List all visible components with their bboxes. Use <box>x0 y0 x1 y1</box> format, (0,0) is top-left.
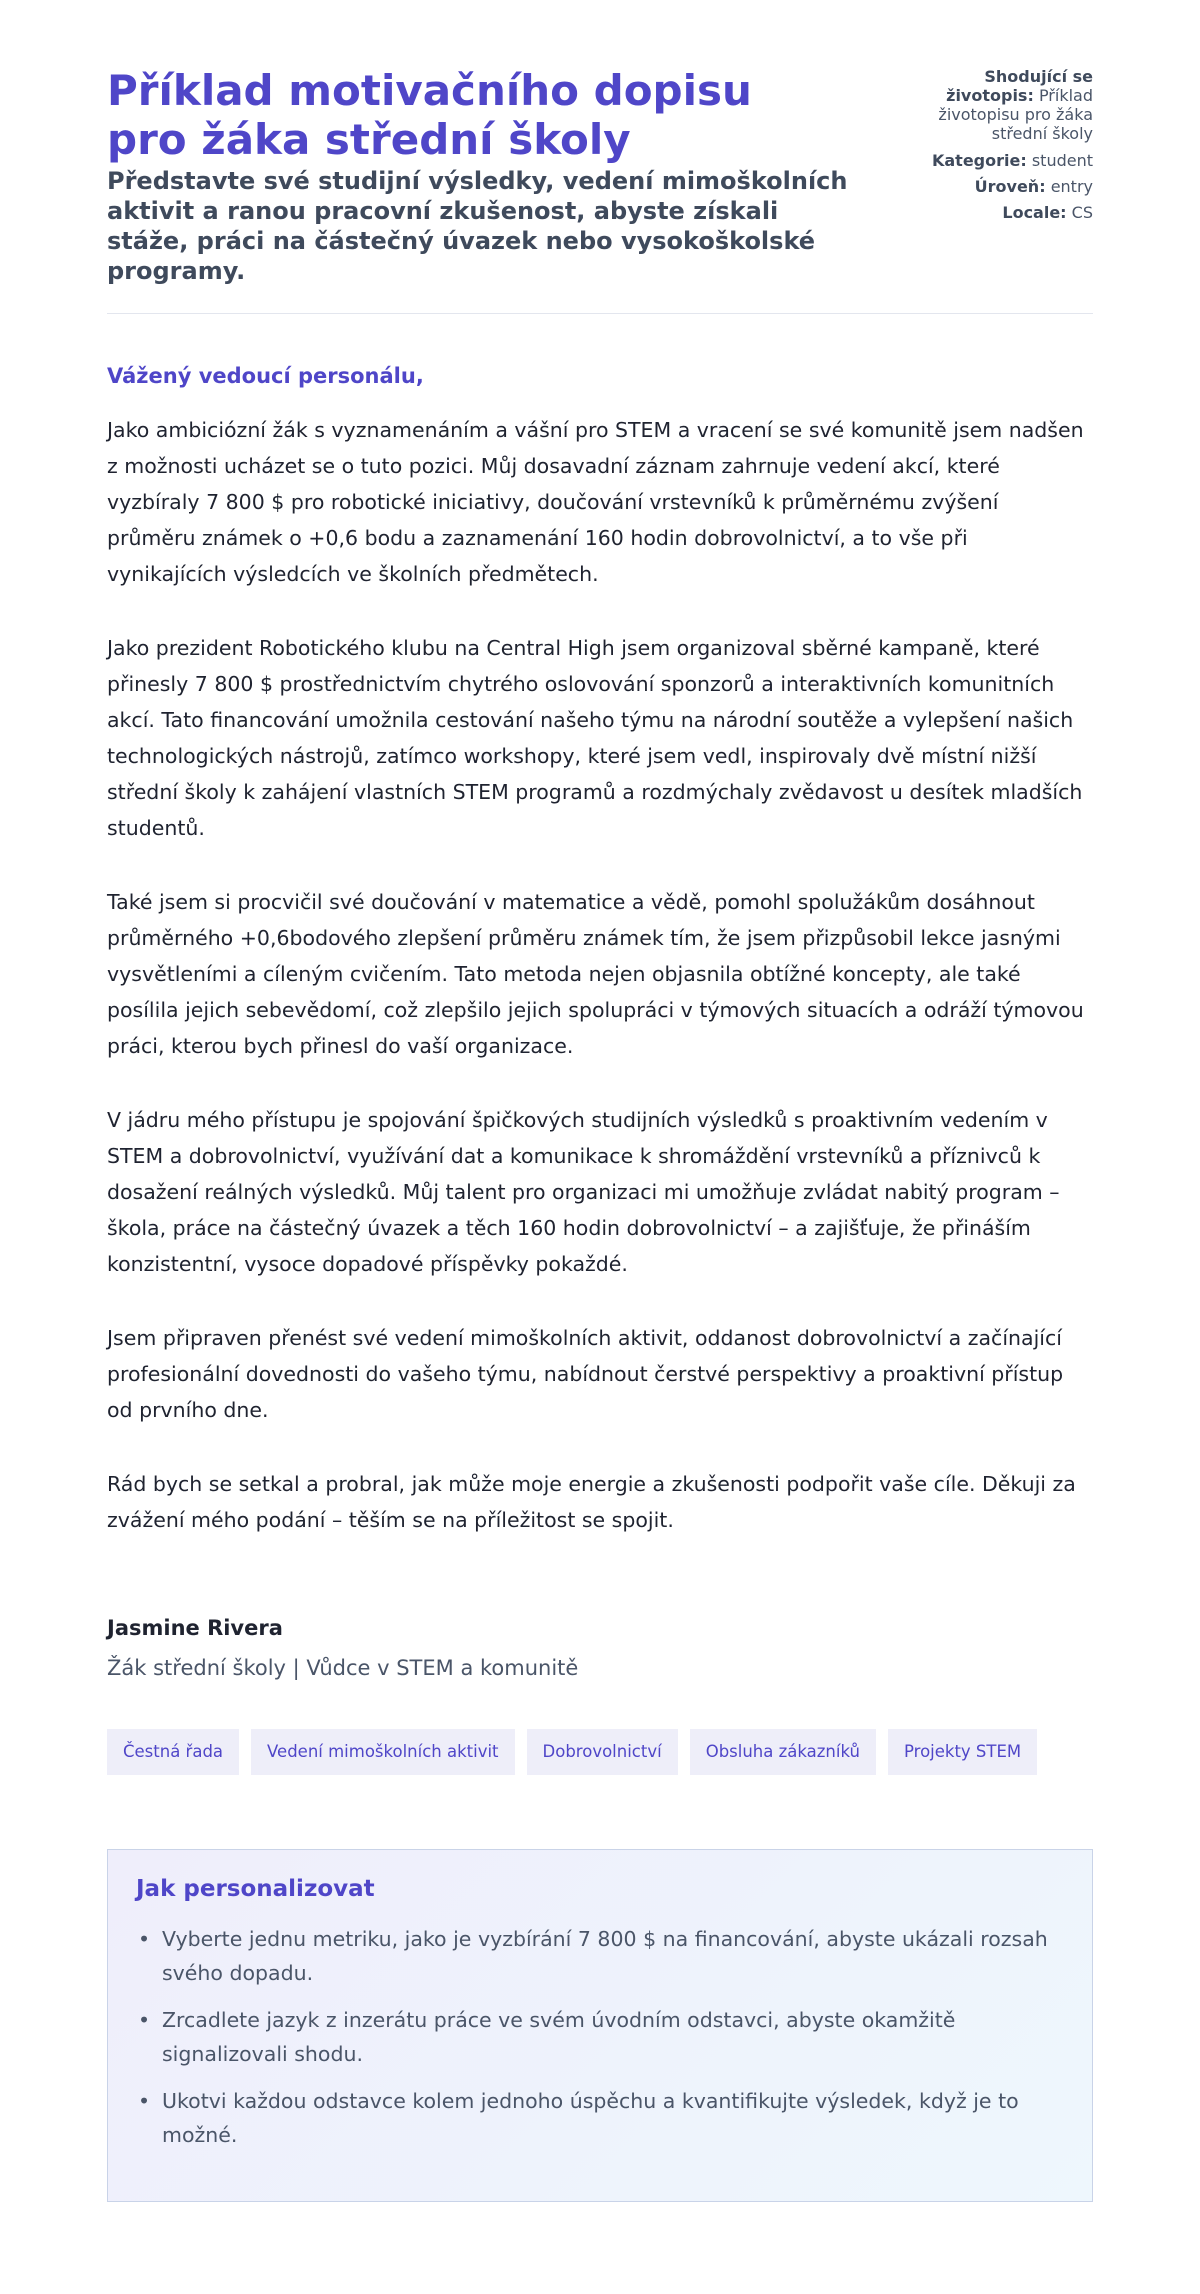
meta-level-label: Úroveň: <box>974 177 1046 196</box>
page-title: Příklad motivačního dopisu pro žáka střední školy <box>107 66 752 164</box>
letter-paragraphs <box>107 412 1093 1538</box>
signer-name: Jasmine Rivera <box>107 1616 283 1640</box>
skill-tag[interactable]: Dobrovolnictví <box>527 1729 678 1775</box>
tips-title: Jak personalizovat <box>136 1876 375 1902</box>
letter-salutation: Vážený vedoucí personálu, <box>107 364 424 388</box>
meta-panel <box>893 67 1093 229</box>
meta-locale-value: CS <box>1071 203 1093 222</box>
page-header <box>107 0 1093 314</box>
letter-paragraph: Jsem připraven přenést své vedení mimoškolních aktivit, oddanost dobrovolnictví a začínající profesionální dovednosti do vašeho týmu, nabídnout čerstvé perspektivy a proaktivní přístup od prvního dne. <box>107 1326 1064 1422</box>
tips-list-item: • Vyberte jednu metriku, jako je vyzbírání 7 800 $ na financování, abyste ukázali rozsah svého dopadu. <box>136 1922 1064 1990</box>
meta-level-value: entry <box>1050 177 1093 196</box>
skill-tags <box>107 1729 1093 1775</box>
meta-resume-label: Shodující se životopis: <box>946 67 1093 105</box>
meta-matching-resume <box>893 67 1093 143</box>
skill-tag[interactable]: Vedení mimoškolních aktivit <box>251 1729 515 1775</box>
signer-title: Žák střední školy | Vůdce v STEM a komunitě <box>107 1656 579 1680</box>
page-subtitle: Představte své studijní výsledky, vedení mimoškolních aktivit a ranou pracovní zkušenost, abyste získali stáže, práci na částečný úvazek nebo vysokoškolské programy. <box>107 167 848 285</box>
meta-category-label: Kategorie: <box>931 151 1027 170</box>
letter-body <box>107 362 1093 1682</box>
letter-paragraph: Jako prezident Robotického klubu na Central High jsem organizoval sběrné kampaně, které přinesly 7 800 $ prostřednictvím chytrého oslovování sponzorů a interaktivních komunitních akcí. Tato financování umožnila cestování našeho týmu na národní soutěže a vylepšení našich technologických nástrojů, zatímco workshopy, které jsem vedl, inspirovaly dvě místní nižší střední školy k zahájení vlastních STEM programů a rozdmýchaly zvědavost u desítek mladších studentů. <box>107 636 1083 840</box>
meta-locale-label: Locale: <box>1002 203 1067 222</box>
tips-list-item: • Ukotvi každou odstavce kolem jednoho úspěchu a kvantifikujte výsledek, když je to možné. <box>136 2084 1064 2152</box>
letter-paragraph: Rád bych se setkal a probral, jak může moje energie a zkušenosti podpořit vaše cíle. Děkuji za zvážení mého podání – těším se na příležitost se spojit. <box>107 1472 1076 1532</box>
meta-resume-link[interactable]: Příklad životopisu pro žáka střední školy <box>938 86 1093 143</box>
meta-locale <box>893 203 1093 222</box>
tips-list <box>136 1922 1064 2152</box>
tips-list-item: • Zrcadlete jazyk z inzerátu práce ve svém úvodním odstavci, abyste okamžitě signalizovali shodu. <box>136 2003 1064 2071</box>
meta-level <box>893 177 1093 196</box>
meta-category <box>893 151 1093 170</box>
skill-tag[interactable]: Čestná řada <box>107 1729 239 1775</box>
letter-paragraph: V jádru mého přístupu je spojování špičkových studijních výsledků s proaktivním vedením v STEM a dobrovolnictví, využívání dat a komunikace k shromáždění vrstevníků a příznivců k dosažení reálných výsledků. Můj talent pro organizaci mi umožňuje zvládat nabitý program – škola, práce na částečný úvazek a těch 160 hodin dobrovolnictví – a zajišťuje, že přináším konzistentní, vysoce dopadové příspěvky pokaždé. <box>107 1108 1060 1276</box>
skill-tag[interactable]: Projekty STEM <box>888 1729 1037 1775</box>
letter-paragraph: Také jsem si procvičil své doučování v matematice a vědě, pomohl spolužákům dosáhnout průměrného +0,6bodového zlepšení průměru známek tím, že jsem přizpůsobil lekce jasnými vysvětleními a cíleným cvičením. Tato metoda nejen objasnila obtížné koncepty, ale také posílila jejich sebevědomí, což zlepšilo jejich spolupráci v týmových situacích a odráží týmovou práci, kterou bych přinesl do vaší organizace. <box>107 890 1084 1058</box>
personalize-tips-box <box>107 1849 1093 2202</box>
meta-category-value: student <box>1031 151 1093 170</box>
letter-paragraph: Jako ambiciózní žák s vyznamenáním a vášní pro STEM a vracení se své komunitě jsem nadšen z možnosti ucházet se o tuto pozici. Můj dosavadní záznam zahrnuje vedení akcí, které vyzbíraly 7 800 $ pro robotické iniciativy, doučování vrstevníků k průměrnému zvýšení průměru známek o +0,6 bodu a zaznamenání 160 hodin dobrovolnictví, a to vše při vynikajících výsledcích ve školních předmětech. <box>107 418 1084 586</box>
skill-tag[interactable]: Obsluha zákazníků <box>690 1729 876 1775</box>
